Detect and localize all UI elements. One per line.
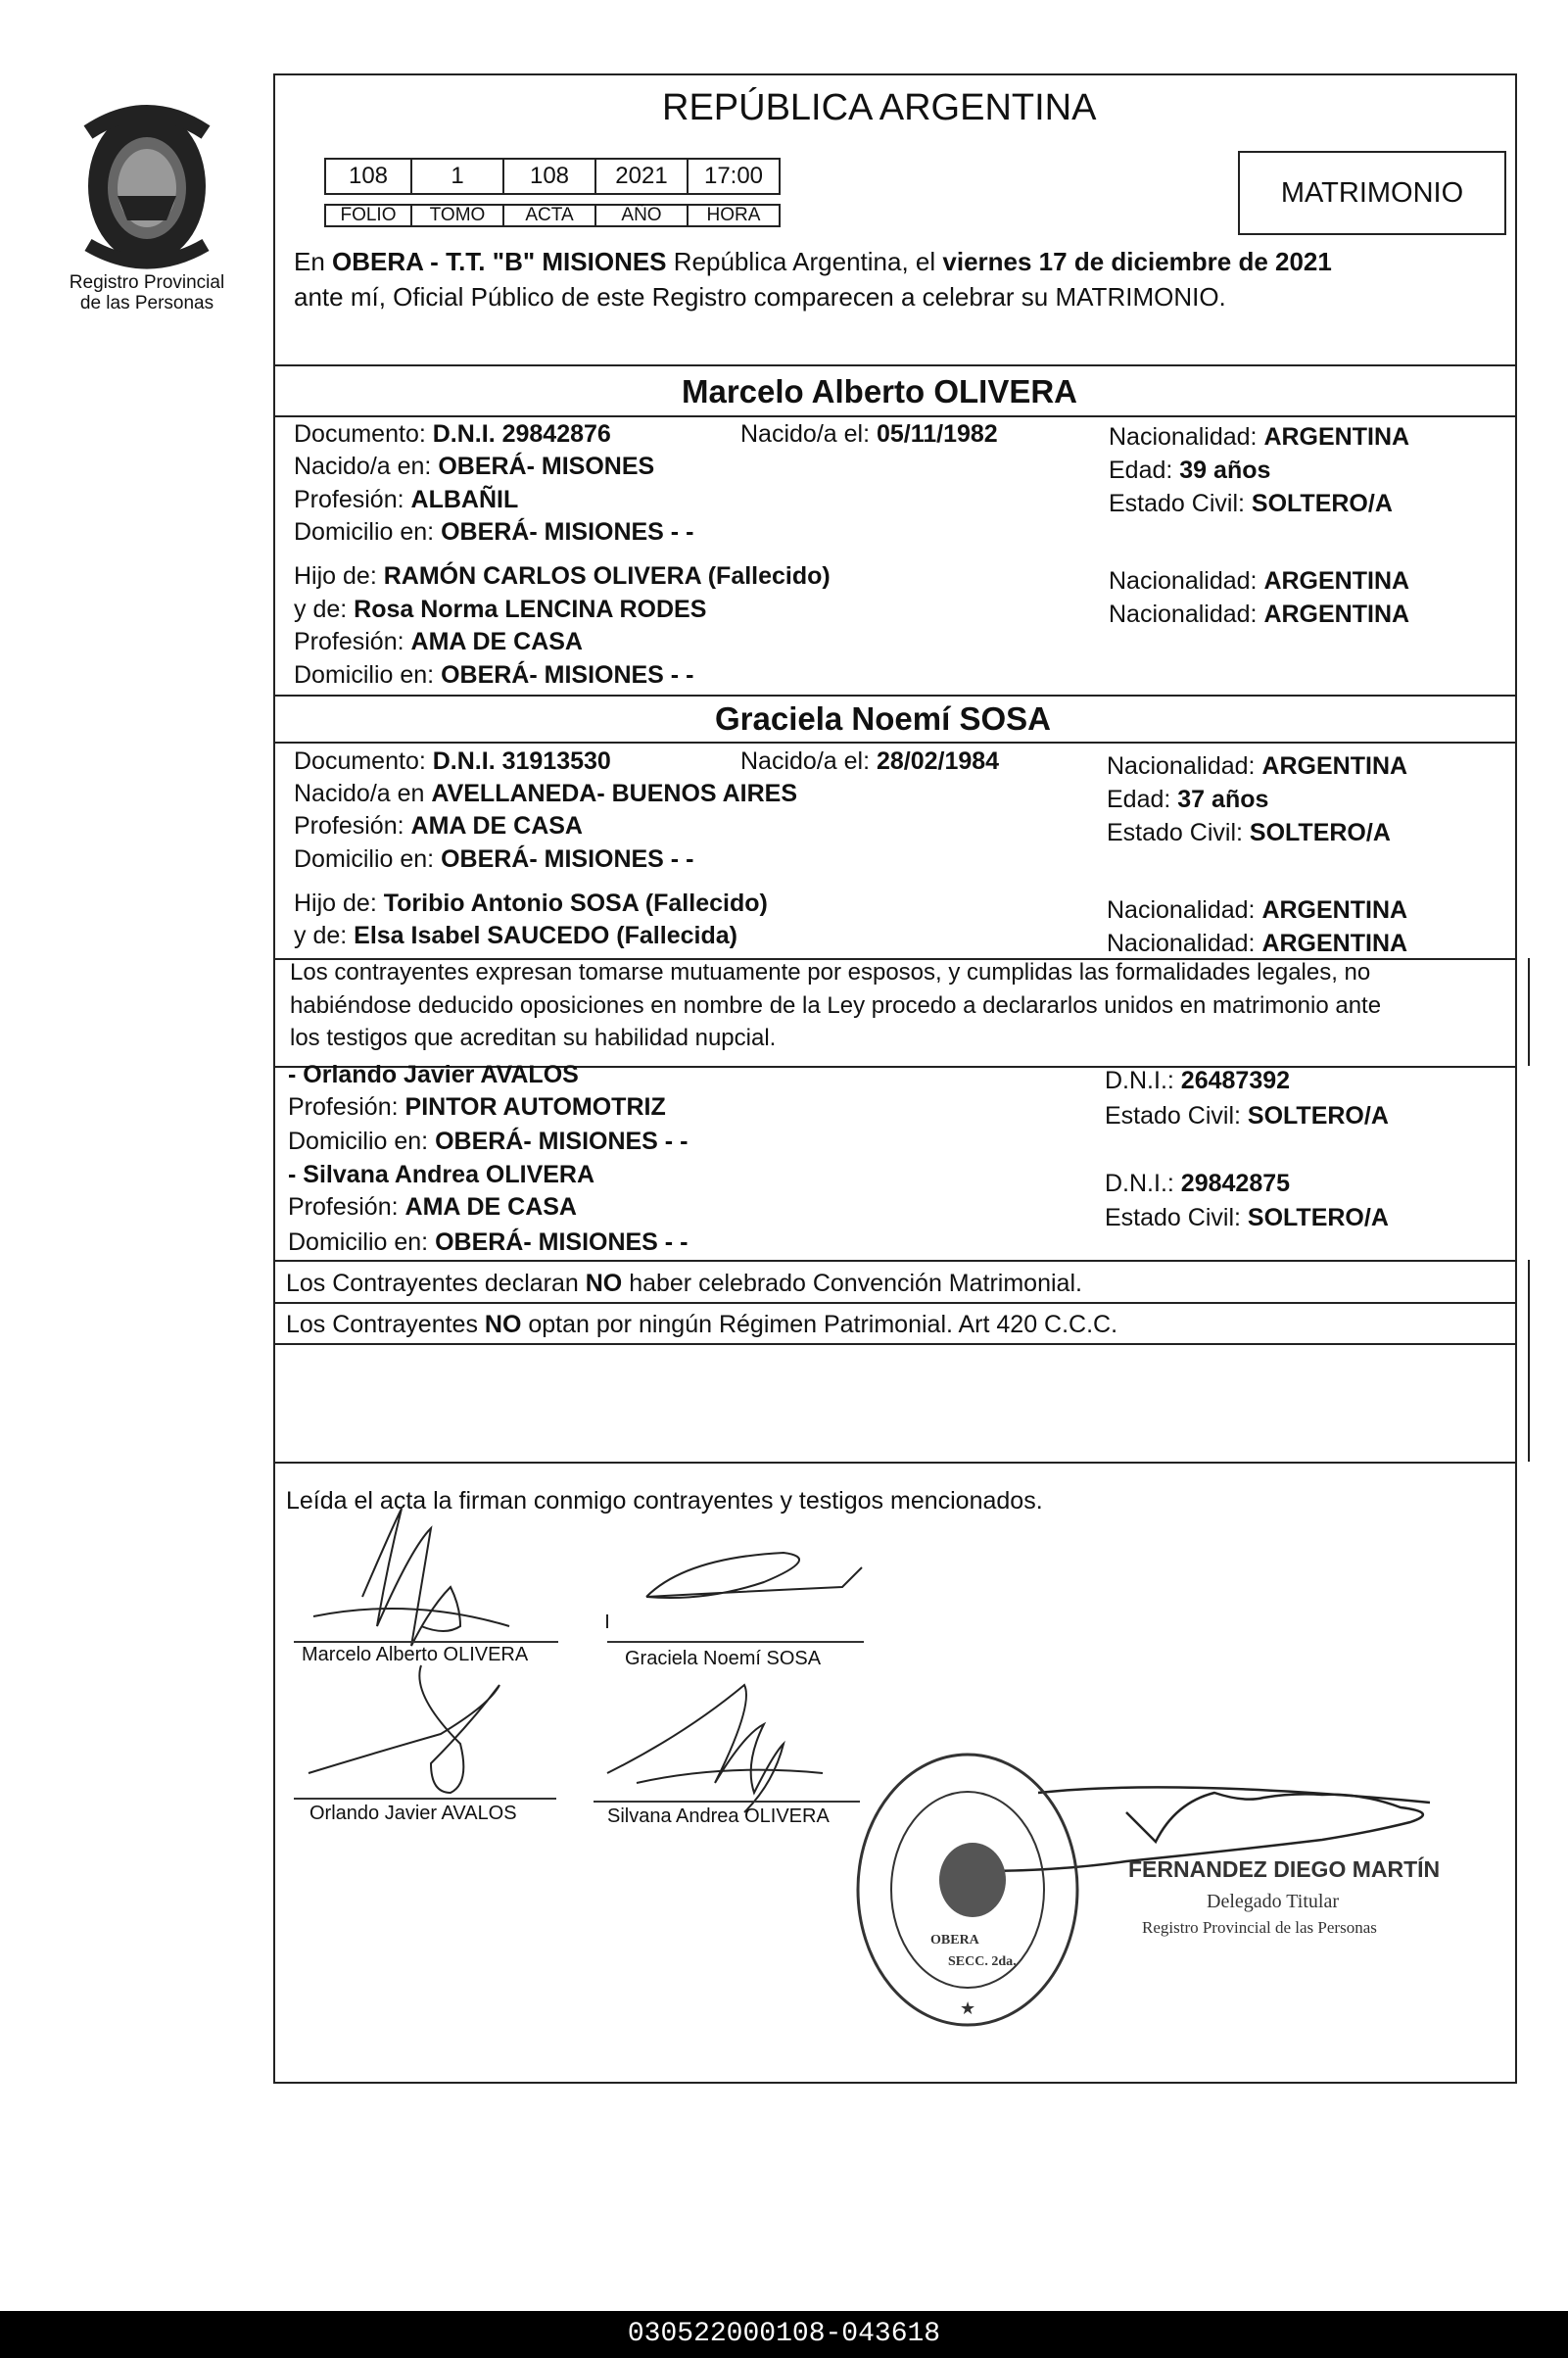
label: D.N.I.: [1105, 1170, 1181, 1197]
label: Profesión: [294, 812, 411, 840]
act-type-box: MATRIMONIO [1238, 151, 1506, 235]
label: Edad: [1107, 786, 1178, 813]
value: 28/02/1984 [876, 747, 1000, 775]
value: Toribio Antonio SOSA (Fallecido) [383, 890, 768, 917]
convention-line-2 [286, 1310, 1117, 1339]
spouse1-civil-status [1109, 489, 1393, 518]
document-title: REPÚBLICA ARGENTINA [662, 87, 1097, 128]
value: OBERÁ- MISIONES - - [441, 518, 694, 546]
folio-label: FOLIO [324, 204, 412, 227]
value: SOLTERO/A [1251, 490, 1393, 517]
label: Nacido/a el: [740, 747, 877, 775]
logo-caption-line1: Registro Provincial [69, 272, 225, 293]
witness1-profession [288, 1092, 666, 1122]
value: RAMÓN CARLOS OLIVERA (Fallecido) [383, 562, 831, 590]
label: Nacionalidad: [1109, 423, 1264, 451]
spouse1-nationality [1109, 422, 1409, 452]
label: y de: [294, 596, 355, 623]
divider [1528, 1260, 1530, 1462]
label: Profesión: [294, 628, 411, 655]
label: Hijo de: [294, 890, 384, 917]
spouse2-civil-status [1107, 818, 1391, 847]
witness1-civil-status [1105, 1101, 1389, 1131]
signature-label-graciela: Graciela Noemí SOSA [625, 1648, 822, 1669]
spouse2-profession [294, 811, 583, 841]
label: Nacionalidad: [1107, 896, 1262, 924]
label: Domicilio en: [294, 845, 442, 873]
value: AMA DE CASA [410, 812, 583, 840]
hour-label: HORA [687, 204, 781, 227]
label: Estado Civil: [1105, 1204, 1248, 1231]
spouse1-document [294, 419, 611, 449]
spouse2-name: Graciela Noemí SOSA [715, 700, 1051, 737]
signing-intro: Leída el acta la firman conmigo contrayentes y testigos mencionados. [286, 1487, 1043, 1515]
signature-line [294, 1641, 558, 1643]
value: SOLTERO/A [1247, 1204, 1389, 1231]
official-name: FERNANDEZ DIEGO MARTÍN [1128, 1856, 1441, 1882]
label: Estado Civil: [1107, 819, 1250, 846]
label: D.N.I.: [1105, 1067, 1181, 1094]
witness1-address [288, 1127, 688, 1156]
value: 26487392 [1180, 1067, 1291, 1094]
witness1-name: - Orlando Javier AVALOS [288, 1061, 579, 1088]
acta-value: 108 [502, 158, 596, 195]
intro-line-2: ante mí, Oficial Público de este Registro comparecen a celebrar su MATRIMONIO. [294, 282, 1226, 312]
value: 39 años [1179, 457, 1271, 484]
intro-prefix: En [294, 247, 333, 276]
divider [273, 415, 1515, 417]
text: haber celebrado Convención Matrimonial. [622, 1270, 1082, 1297]
spouse1-mother-nationality [1109, 600, 1409, 629]
value: ARGENTINA [1261, 896, 1408, 924]
registry-logo [49, 98, 245, 323]
intro-mid: República Argentina, el [666, 247, 943, 276]
divider [273, 364, 1515, 366]
label: y de: [294, 922, 355, 949]
acta-label: ACTA [502, 204, 596, 227]
label: Profesión: [294, 486, 411, 513]
text: Los Contrayentes declaran [286, 1270, 586, 1297]
year-value: 2021 [594, 158, 689, 195]
spouse1-age [1109, 456, 1270, 485]
witness2-dni [1105, 1169, 1290, 1198]
official-seal [850, 1748, 1085, 2032]
divider [273, 1462, 1515, 1464]
value: OBERÁ- MISIONES - - [435, 1128, 689, 1155]
spouse1-mother-address [294, 660, 693, 690]
text: Los Contrayentes [286, 1311, 485, 1338]
divider [273, 1260, 1515, 1262]
seal-center-2: SECC. 2da. [948, 1954, 1017, 1969]
value: 29842875 [1180, 1170, 1291, 1197]
value: Elsa Isabel SAUCEDO (Fallecida) [354, 922, 737, 949]
spouse1-birthplace [294, 452, 654, 481]
declaration-line-2: habiéndose deducido oposiciones en nombre de la Ley procedo a declararlos unidos en matrimonio ante [290, 992, 1382, 1019]
spouse2-age [1107, 785, 1268, 814]
value: ARGENTINA [1263, 567, 1410, 595]
spouse1-mother [294, 595, 706, 624]
intro-date: viernes 17 de diciembre de 2021 [942, 247, 1332, 276]
value: SOLTERO/A [1249, 819, 1391, 846]
divider [273, 1343, 1515, 1345]
emphasis: NO [585, 1270, 623, 1297]
folio-value: 108 [324, 158, 412, 195]
label: Nacionalidad: [1109, 601, 1264, 628]
label: Edad: [1109, 457, 1180, 484]
label: Nacido/a el: [740, 420, 877, 448]
label: Nacionalidad: [1109, 567, 1264, 595]
value: D.N.I. 29842876 [432, 420, 611, 448]
witness2-name: - Silvana Andrea OLIVERA [288, 1161, 595, 1188]
declaration-line-3: los testigos que acreditan su habilidad nupcial. [290, 1025, 777, 1051]
value: 05/11/1982 [876, 420, 998, 448]
spouse2-birthplace [294, 779, 797, 808]
value: ARGENTINA [1261, 752, 1408, 780]
value: ARGENTINA [1263, 423, 1410, 451]
signature-line [607, 1641, 864, 1643]
spouse2-birthdate [740, 746, 999, 776]
signature-line [594, 1801, 860, 1803]
value: ARGENTINA [1263, 601, 1410, 628]
spouse2-address [294, 844, 693, 874]
spouse2-document [294, 746, 611, 776]
intro-line-1 [294, 247, 1332, 276]
label: Documento: [294, 420, 433, 448]
spouse1-father-nationality [1109, 566, 1409, 596]
value: AMA DE CASA [404, 1193, 577, 1221]
value: PINTOR AUTOMOTRIZ [404, 1093, 666, 1121]
divider [273, 742, 1515, 744]
year-label: AÑO [594, 204, 689, 227]
value: OBERÁ- MISIONES - - [441, 845, 694, 873]
value: D.N.I. 31913530 [432, 747, 611, 775]
tomo-value: 1 [410, 158, 504, 195]
spouse1-address [294, 517, 693, 547]
label: Estado Civil: [1109, 490, 1252, 517]
divider [273, 695, 1515, 697]
spouse1-profession [294, 485, 518, 514]
spouse1-father [294, 561, 831, 591]
spouse2-father [294, 889, 768, 918]
seal-emblem [939, 1843, 1006, 1917]
value: 37 años [1177, 786, 1269, 813]
spouse2-nationality [1107, 751, 1407, 781]
seal-center-1: OBERA [930, 1933, 979, 1948]
divider [273, 1302, 1515, 1304]
value: SOLTERO/A [1247, 1102, 1389, 1130]
spouse1-birthdate [740, 419, 998, 449]
value: AVELLANEDA- BUENOS AIRES [431, 780, 798, 807]
label: Profesión: [288, 1093, 405, 1121]
value: ARGENTINA [1261, 930, 1408, 957]
signature-label-marcelo: Marcelo Alberto OLIVERA [302, 1644, 529, 1665]
spouse2-father-nationality [1107, 895, 1407, 925]
witness2-civil-status [1105, 1203, 1389, 1232]
label: Domicilio en: [288, 1128, 436, 1155]
value: ALBAÑIL [410, 486, 519, 513]
label: Hijo de: [294, 562, 384, 590]
declaration-line-1: Los contrayentes expresan tomarse mutuamente por esposos, y cumplidas las formalidades legales, no [290, 959, 1371, 986]
signature-label-silvana: Silvana Andrea OLIVERA [607, 1805, 830, 1827]
label: Nacionalidad: [1107, 752, 1262, 780]
official-office: Registro Provincial de las Personas [1142, 1918, 1377, 1937]
label: Profesión: [288, 1193, 405, 1221]
convention-line-1 [286, 1269, 1082, 1298]
document-code: 030522000108-043618 [0, 2311, 1568, 2358]
divider [1528, 958, 1530, 1066]
label: Domicilio en: [294, 518, 442, 546]
value: OBERÁ- MISONES [438, 453, 655, 480]
value: OBERÁ- MISIONES - - [435, 1228, 689, 1256]
label: Documento: [294, 747, 433, 775]
logo-caption-line2: de las Personas [79, 293, 214, 313]
label: Domicilio en: [288, 1228, 436, 1256]
witness2-profession [288, 1192, 577, 1222]
emphasis: NO [484, 1311, 522, 1338]
value: Rosa Norma LENCINA RODES [354, 596, 707, 623]
label: Estado Civil: [1105, 1102, 1248, 1130]
witness2-address [288, 1227, 688, 1257]
official-role: Delegado Titular [1207, 1891, 1339, 1912]
coat-of-arms-icon [49, 98, 245, 274]
label: Nacido/a en: [294, 453, 439, 480]
label: Nacido/a en [294, 780, 432, 807]
spouse1-mother-profession [294, 627, 583, 656]
value: OBERÁ- MISIONES - - [441, 661, 694, 689]
signature-line [294, 1798, 556, 1800]
witness1-dni [1105, 1066, 1290, 1095]
seal-star-icon: ★ [960, 1998, 976, 2018]
hour-value: 17:00 [687, 158, 781, 195]
value: AMA DE CASA [410, 628, 583, 655]
text: optan por ningún Régimen Patrimonial. Art 420 C.C.C. [521, 1311, 1118, 1338]
spouse1-name: Marcelo Alberto OLIVERA [682, 373, 1078, 409]
intro-place: OBERA - T.T. "B" MISIONES [332, 247, 667, 276]
spouse2-mother-nationality [1107, 929, 1407, 958]
signature-label-orlando: Orlando Javier AVALOS [309, 1803, 517, 1824]
logo-caption [49, 272, 245, 313]
label: Domicilio en: [294, 661, 442, 689]
tomo-label: TOMO [410, 204, 504, 227]
spouse2-mother [294, 921, 737, 950]
label: Nacionalidad: [1107, 930, 1262, 957]
